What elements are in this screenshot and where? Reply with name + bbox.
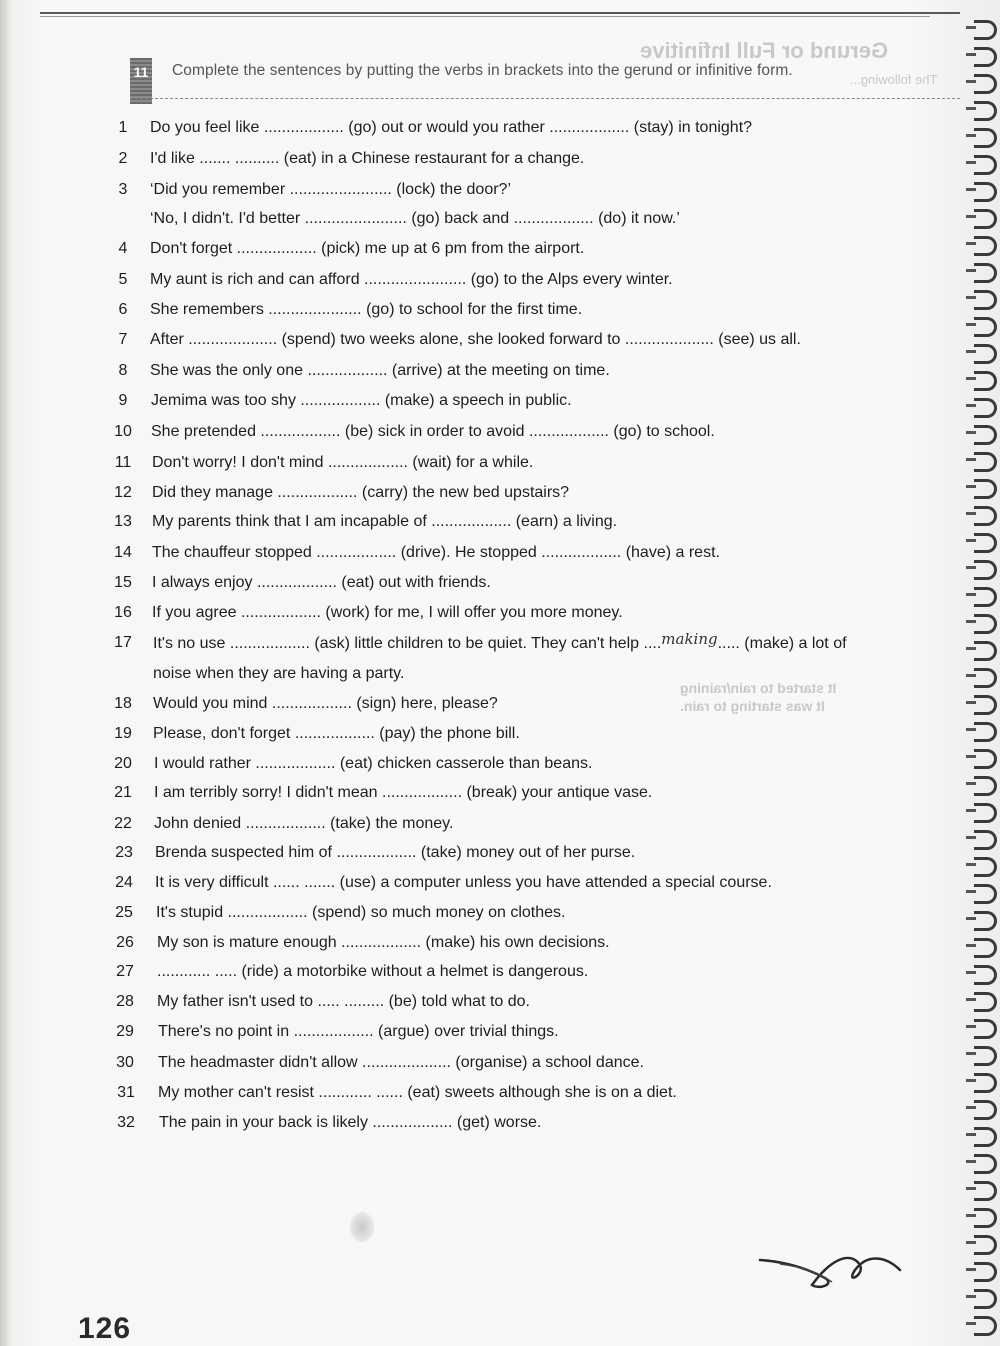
item-number: 11: [114, 454, 132, 471]
spiral-ring: [974, 668, 997, 688]
spiral-ring: [974, 344, 997, 364]
ghost-line-2: It started to rain/raining: [680, 680, 837, 696]
item-text: Please, don't forget .................. (pay) the phone bill.: [153, 725, 520, 742]
item-text: Do you feel like .................. (go) out or would you rather .................. (stay) in tonight?: [150, 119, 753, 136]
item-number: 23: [115, 844, 133, 861]
spiral-ring: [974, 587, 997, 607]
page-gutter-shadow: [0, 0, 12, 1346]
item-text: ‘Did you remember ....................... (lock) the door?’: [150, 181, 512, 198]
item-text: She pretended .................. (be) sick in order to avoid .................. (go) to school.: [151, 423, 715, 440]
item-text: Jemima was too shy .................. (make) a speech in public.: [151, 392, 572, 409]
spiral-ring: [974, 830, 997, 850]
item-number: 1: [118, 119, 128, 136]
item-number: 4: [118, 240, 128, 257]
item-text: I'd like ....... .......... (eat) in a Chinese restaurant for a change.: [150, 150, 585, 167]
spiral-ring: [974, 101, 997, 121]
item-text: Brenda suspected him of .................. (take) money out of her purse.: [155, 844, 636, 861]
spiral-ring: [974, 1181, 997, 1201]
item-number: 22: [114, 815, 132, 832]
item-text: My aunt is rich and can afford ....................... (go) to the Alps every winter.: [150, 271, 673, 288]
scan-smudge: [350, 1212, 374, 1242]
spiral-ring: [974, 1127, 997, 1147]
spiral-ring: [974, 1262, 997, 1282]
spiral-ring: [974, 155, 997, 175]
item-number: 14: [114, 544, 132, 561]
item-number: 2: [118, 150, 128, 167]
spiral-ring: [974, 803, 997, 823]
page-number: 126: [78, 1312, 132, 1345]
spiral-ring: [974, 398, 997, 418]
spiral-ring: [974, 614, 997, 634]
item-number: 26: [116, 934, 134, 951]
handwritten-answer: making: [661, 630, 718, 648]
item-text: Don't worry! I don't mind .................. (wait) for a while.: [152, 454, 534, 471]
item-number: 17: [114, 634, 132, 651]
spiral-ring: [974, 1208, 997, 1228]
item-number: 27: [116, 963, 134, 980]
spiral-ring: [974, 938, 997, 958]
spiral-ring: [974, 479, 997, 499]
exercise-number-badge: 11: [130, 58, 152, 104]
item-number: 32: [117, 1114, 135, 1131]
item-text: noise when they are having a party.: [153, 665, 405, 682]
spiral-ring: [974, 20, 997, 40]
item-text: My parents think that I am incapable of .................. (earn) a living.: [152, 513, 618, 530]
ghost-line-1: The following...: [850, 72, 938, 87]
item-text: My son is mature enough .................. (make) his own decisions.: [157, 934, 610, 951]
spiral-ring: [974, 236, 997, 256]
spiral-ring: [974, 1073, 997, 1093]
item-text: The pain in your back is likely .................. (get) worse.: [159, 1114, 542, 1131]
ghost-heading: Gerund or Full Infinitive: [640, 38, 889, 63]
item-number: 30: [116, 1054, 134, 1071]
spiral-ring: [974, 263, 997, 283]
item-number: 29: [116, 1023, 134, 1040]
item-text: It is very difficult ...... ....... (use) a computer unless you have attended a special course.: [155, 874, 772, 891]
pen-scribble: [750, 1240, 910, 1300]
item-text: If you agree .................. (work) for me, I will offer you more money.: [152, 604, 623, 621]
item-text-after: ..... (make) a lot of: [717, 635, 847, 652]
item-text: She was the only one .................. (arrive) at the meeting on time.: [150, 362, 610, 379]
item-number: 6: [118, 301, 128, 318]
item-number: 21: [114, 784, 132, 801]
item-text-before: It's no use .................. (ask) little children to be quiet. They can't help ....: [153, 635, 662, 652]
spiral-ring: [974, 911, 997, 931]
item-number: 12: [114, 484, 132, 501]
item-text: ............ ..... (ride) a motorbike without a helmet is dangerous.: [157, 963, 589, 980]
spiral-ring: [974, 992, 997, 1012]
header-divider: [130, 98, 960, 99]
spiral-ring: [974, 1235, 997, 1255]
spiral-ring: [974, 371, 997, 391]
spiral-ring: [974, 533, 997, 553]
item-number: 24: [115, 874, 133, 891]
item-text: There's no point in .................. (argue) over trivial things.: [158, 1023, 559, 1040]
item-number: 25: [115, 904, 133, 921]
item-text: Don't forget .................. (pick) me up at 6 pm from the airport.: [150, 240, 585, 257]
item-text: After .................... (spend) two weeks alone, she looked forward to .................... (see) us all.: [150, 331, 801, 348]
ghost-line-3: It was starting to rain.: [680, 698, 825, 714]
spiral-ring: [974, 1100, 997, 1120]
item-text: I always enjoy .................. (eat) out with friends.: [152, 574, 491, 591]
item-number: 5: [118, 271, 128, 288]
item-number: 9: [118, 392, 128, 409]
item-number: 31: [117, 1084, 135, 1101]
exercise-header: [130, 56, 960, 96]
spiral-binding: [970, 0, 1000, 1346]
spiral-ring: [974, 425, 997, 445]
item-number: 19: [114, 725, 132, 742]
item-number: 8: [118, 362, 128, 379]
item-text: I would rather .................. (eat) chicken casserole than beans.: [154, 755, 593, 772]
item-text: ‘No, I didn't. I'd better ....................... (go) back and .................. (do) it now.’: [150, 210, 680, 227]
spiral-ring: [974, 452, 997, 472]
spiral-ring: [974, 209, 997, 229]
item-text: It's stupid .................. (spend) so much money on clothes.: [156, 904, 566, 921]
item-number: 7: [118, 331, 128, 348]
item-text: My father isn't used to ..... ......... (be) told what to do.: [157, 993, 530, 1010]
spiral-ring: [974, 560, 997, 580]
spiral-ring: [974, 128, 997, 148]
item-number: 16: [114, 604, 132, 621]
item-number: 3: [118, 181, 128, 198]
spiral-ring: [974, 47, 997, 67]
item-number: 15: [114, 574, 132, 591]
item-text: Would you mind .................. (sign) here, please?: [153, 695, 498, 712]
item-text: She remembers ..................... (go) to school for the first time.: [150, 301, 583, 318]
item-number: 10: [114, 423, 132, 440]
spiral-ring: [974, 74, 997, 94]
item-text: I am terribly sorry! I didn't mean .................. (break) your antique vase.: [154, 784, 653, 801]
spiral-ring: [974, 317, 997, 337]
exercise-instruction: Complete the sentences by putting the verbs in brackets into the gerund or infinitive form.: [172, 62, 793, 79]
spiral-ring: [974, 857, 997, 877]
item-text: John denied .................. (take) the money.: [154, 815, 454, 832]
spiral-ring: [974, 776, 997, 796]
spiral-ring: [974, 749, 997, 769]
top-rule-secondary: [40, 16, 930, 17]
spiral-ring: [974, 695, 997, 715]
item-number: 28: [116, 993, 134, 1010]
spiral-ring: [974, 1046, 997, 1066]
top-rule: [40, 12, 960, 14]
item-text: The headmaster didn't allow .................... (organise) a school dance.: [158, 1054, 644, 1071]
spiral-ring: [974, 182, 997, 202]
spiral-ring: [974, 506, 997, 526]
spiral-ring: [974, 1154, 997, 1174]
spiral-ring: [974, 965, 997, 985]
item-number: 20: [114, 755, 132, 772]
spiral-ring: [974, 1289, 997, 1309]
item-text: Did they manage .................. (carry) the new bed upstairs?: [152, 484, 570, 501]
item-text: [153, 630, 847, 654]
item-text: The chauffeur stopped .................. (drive). He stopped .................. (have) a rest.: [152, 544, 720, 561]
spiral-ring: [974, 722, 997, 742]
item-text: My mother can't resist ............ ...... (eat) sweets although she is on a diet.: [158, 1084, 677, 1101]
item-number: 18: [114, 695, 132, 712]
spiral-ring: [974, 641, 997, 661]
item-number: 13: [114, 513, 132, 530]
spiral-ring: [974, 1316, 997, 1336]
spiral-ring: [974, 884, 997, 904]
spiral-ring: [974, 290, 997, 310]
spiral-ring: [974, 1019, 997, 1039]
